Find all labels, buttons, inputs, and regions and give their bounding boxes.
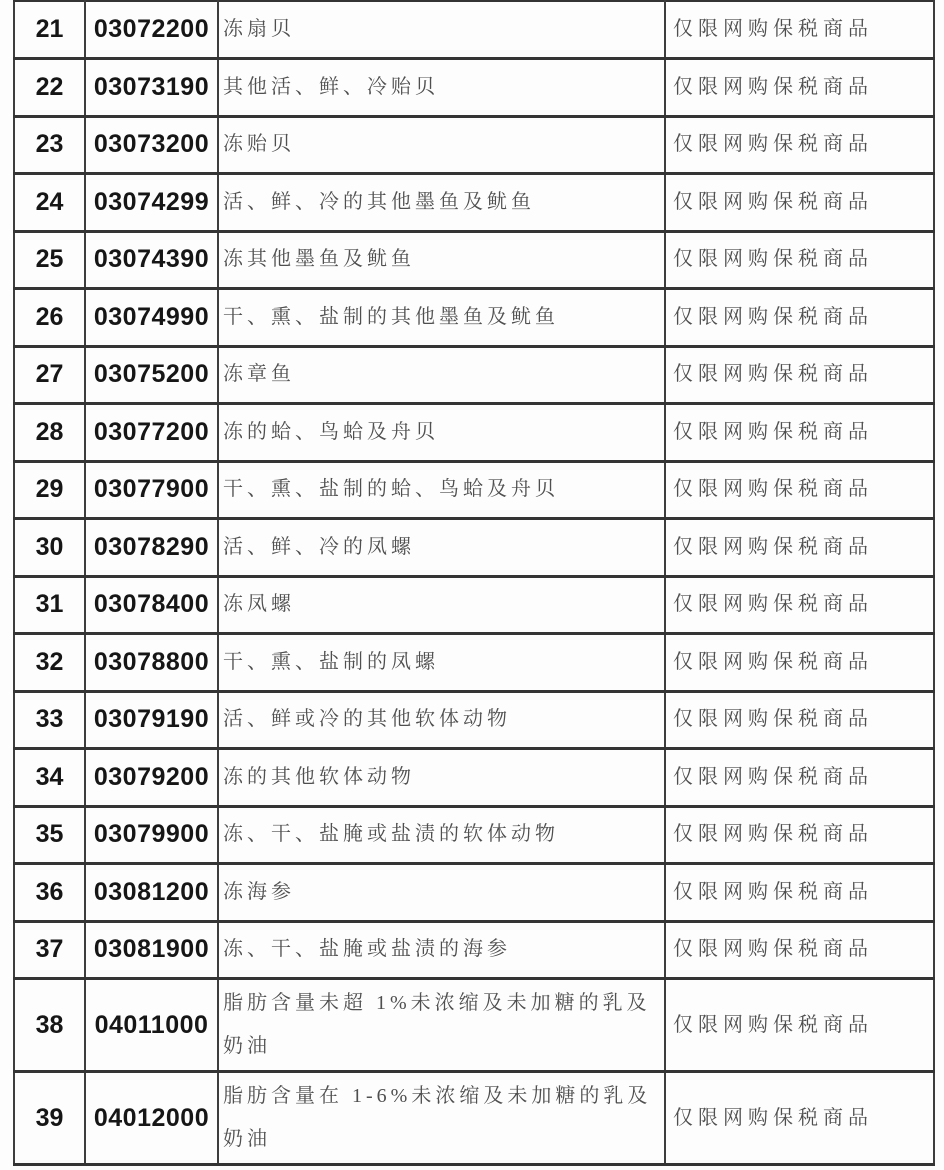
row-number-cell: 21 [14, 1, 85, 59]
hs-code-cell: 03074990 [85, 289, 218, 347]
table-row [14, 864, 934, 922]
description-cell: 活、鲜、冷的其他墨鱼及鱿鱼 [218, 174, 665, 232]
row-number-cell: 24 [14, 174, 85, 232]
row-number-cell: 31 [14, 576, 85, 634]
row-number-cell: 34 [14, 749, 85, 807]
description-cell: 冻、干、盐腌或盐渍的海参 [218, 921, 665, 979]
row-number-cell: 27 [14, 346, 85, 404]
table-row [14, 634, 934, 692]
description-cell: 冻的其他软体动物 [218, 749, 665, 807]
hs-code-cell: 03072200 [85, 1, 218, 59]
table-row [14, 404, 934, 462]
table-row [14, 749, 934, 807]
hs-code-cell: 03079200 [85, 749, 218, 807]
row-number-cell: 23 [14, 116, 85, 174]
note-cell: 仅限网购保税商品 [665, 461, 934, 519]
row-number-cell: 35 [14, 806, 85, 864]
note-cell: 仅限网购保税商品 [665, 691, 934, 749]
table-row [14, 691, 934, 749]
row-number-cell: 30 [14, 519, 85, 577]
hs-code-cell: 03073190 [85, 59, 218, 117]
hs-code-cell: 03079190 [85, 691, 218, 749]
hs-code-cell: 04011000 [85, 979, 218, 1072]
table-row [14, 59, 934, 117]
note-cell: 仅限网购保税商品 [665, 231, 934, 289]
row-number-cell: 29 [14, 461, 85, 519]
note-cell: 仅限网购保税商品 [665, 749, 934, 807]
description-cell: 活、鲜或冷的其他软体动物 [218, 691, 665, 749]
note-cell: 仅限网购保税商品 [665, 806, 934, 864]
note-cell: 仅限网购保税商品 [665, 864, 934, 922]
hs-code-cell: 03073200 [85, 116, 218, 174]
description-cell: 脂肪含量在 1-6%未浓缩及未加糖的乳及奶油 [218, 1072, 665, 1165]
description-cell: 冻、干、盐腌或盐渍的软体动物 [218, 806, 665, 864]
row-number-cell: 26 [14, 289, 85, 347]
hs-code-cell: 03079900 [85, 806, 218, 864]
table-row [14, 1, 934, 59]
hs-code-cell: 03077200 [85, 404, 218, 462]
description-cell: 干、熏、盐制的其他墨鱼及鱿鱼 [218, 289, 665, 347]
row-number-cell: 38 [14, 979, 85, 1072]
hs-code-cell: 03077900 [85, 461, 218, 519]
note-cell: 仅限网购保税商品 [665, 59, 934, 117]
note-cell: 仅限网购保税商品 [665, 921, 934, 979]
description-cell: 干、熏、盐制的凤螺 [218, 634, 665, 692]
hs-code-cell: 03081900 [85, 921, 218, 979]
note-cell: 仅限网购保税商品 [665, 346, 934, 404]
description-cell: 活、鲜、冷的凤螺 [218, 519, 665, 577]
description-cell: 其他活、鲜、冷贻贝 [218, 59, 665, 117]
hs-code-cell: 03075200 [85, 346, 218, 404]
row-number-cell: 33 [14, 691, 85, 749]
hs-code-cell: 04012000 [85, 1072, 218, 1165]
hs-code-cell: 03074299 [85, 174, 218, 232]
table-row [14, 519, 934, 577]
description-cell: 冻扇贝 [218, 1, 665, 59]
row-number-cell: 28 [14, 404, 85, 462]
tariff-table [13, 0, 935, 1166]
hs-code-cell: 03078400 [85, 576, 218, 634]
table-row [14, 231, 934, 289]
table-row [14, 461, 934, 519]
note-cell: 仅限网购保税商品 [665, 1072, 934, 1165]
row-number-cell: 25 [14, 231, 85, 289]
description-cell: 冻凤螺 [218, 576, 665, 634]
hs-code-cell: 03078290 [85, 519, 218, 577]
note-cell: 仅限网购保税商品 [665, 404, 934, 462]
table-row [14, 806, 934, 864]
note-cell: 仅限网购保税商品 [665, 174, 934, 232]
row-number-cell: 36 [14, 864, 85, 922]
table-row [14, 576, 934, 634]
note-cell: 仅限网购保税商品 [665, 634, 934, 692]
row-number-cell: 22 [14, 59, 85, 117]
description-cell: 冻章鱼 [218, 346, 665, 404]
hs-code-cell: 03078800 [85, 634, 218, 692]
note-cell: 仅限网购保税商品 [665, 289, 934, 347]
hs-code-cell: 03074390 [85, 231, 218, 289]
table-row [14, 116, 934, 174]
note-cell: 仅限网购保税商品 [665, 1, 934, 59]
description-cell: 冻其他墨鱼及鱿鱼 [218, 231, 665, 289]
note-cell: 仅限网购保税商品 [665, 116, 934, 174]
description-cell: 干、熏、盐制的蛤、鸟蛤及舟贝 [218, 461, 665, 519]
row-number-cell: 39 [14, 1072, 85, 1165]
tariff-table-body [14, 1, 934, 1165]
description-cell: 冻贻贝 [218, 116, 665, 174]
note-cell: 仅限网购保税商品 [665, 519, 934, 577]
table-row [14, 979, 934, 1072]
note-cell: 仅限网购保税商品 [665, 979, 934, 1072]
row-number-cell: 32 [14, 634, 85, 692]
note-cell: 仅限网购保税商品 [665, 576, 934, 634]
table-row [14, 1072, 934, 1165]
table-row [14, 174, 934, 232]
hs-code-cell: 03081200 [85, 864, 218, 922]
description-cell: 冻海参 [218, 864, 665, 922]
table-row [14, 346, 934, 404]
description-cell: 冻的蛤、鸟蛤及舟贝 [218, 404, 665, 462]
table-row [14, 921, 934, 979]
table-row [14, 289, 934, 347]
description-cell: 脂肪含量未超 1%未浓缩及未加糖的乳及奶油 [218, 979, 665, 1072]
row-number-cell: 37 [14, 921, 85, 979]
